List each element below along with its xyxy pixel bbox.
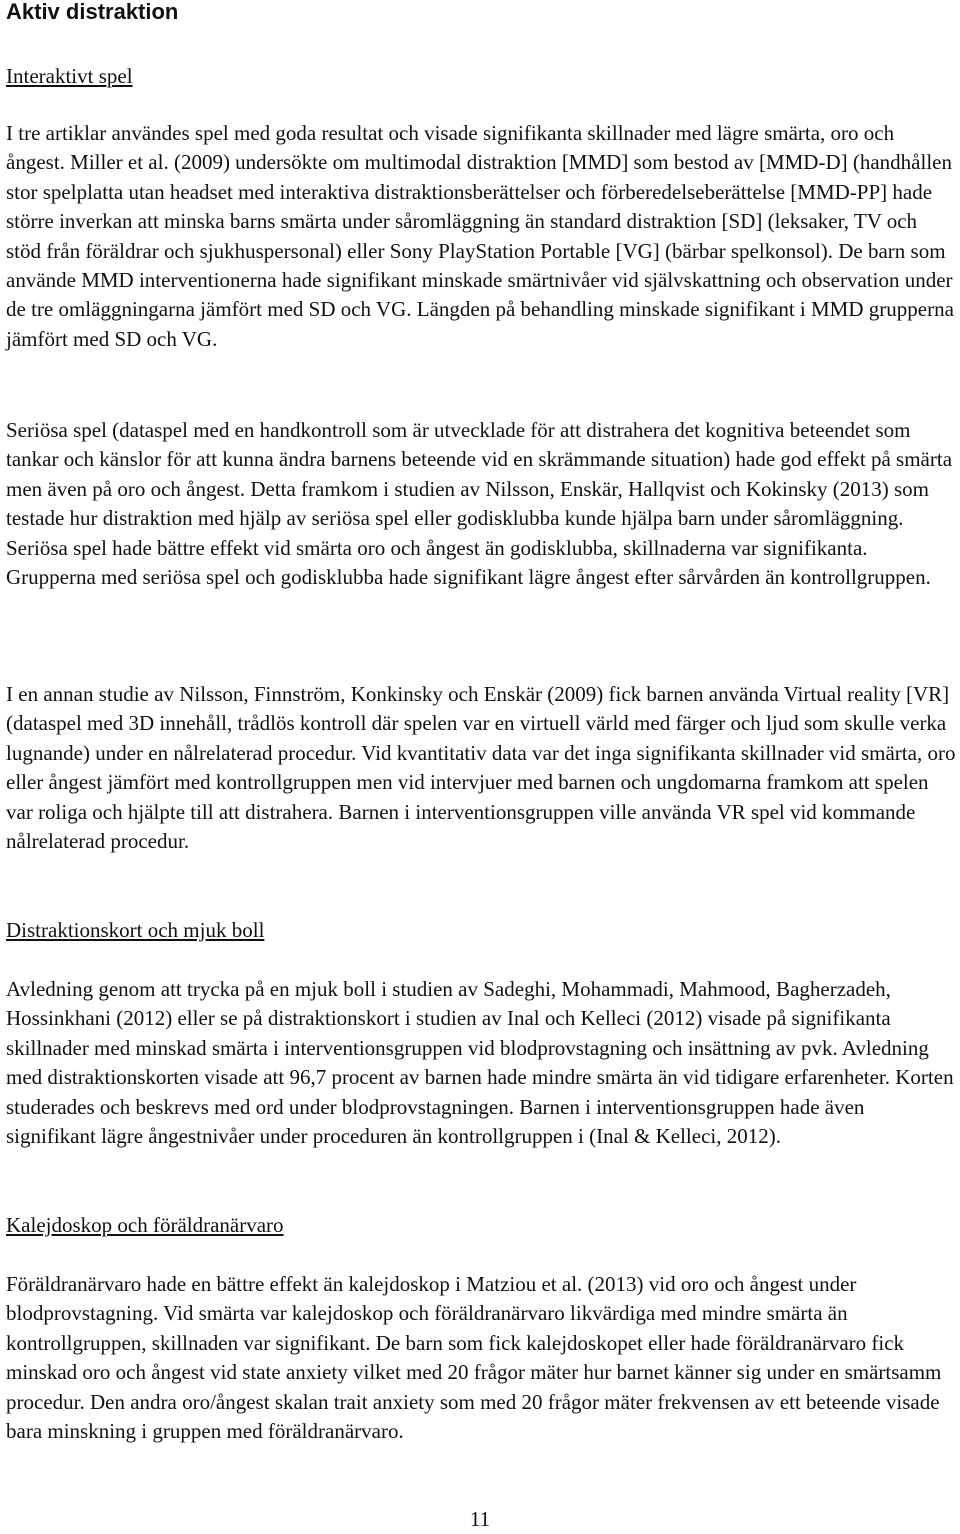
- paragraph-interaktivt-spel-3: I en annan studie av Nilsson, Finnström, Konkinsky och Enskär (2009) fick barnen använda Virtual reality [VR] (dataspel med 3D innehåll, trådlös kontroll där spelen var en virtuell värld med färger och ljud som skulle verka lugnande) under en nålrelaterad procedur. Vid kvantitativ data var det inga signifikanta skillnader vid smärta, oro eller ångest jämfört med kontrollgruppen men vid intervjuer med barnen och ungdomarna framkom att spelen var roliga och hjälpte till att distrahera. Barnen i interventionsgruppen ville använda VR spel vid kommande nålrelaterad procedur.: [6, 682, 956, 854]
- paragraph-kalejdoskop: Föräldranärvaro hade en bättre effekt än kalejdoskop i Matziou et al. (2013) vid oro och ångest under blodprovstagning. Vid smärta var kalejdoskop och föräldranärvaro likvärdiga med mindre smärta än kontrollgruppen, skillnaden var signifikant. De barn som fick kalejdoskopet eller hade föräldranärvaro fick minskad oro och ångest vid state anxiety vilket med 20 frågor mäter hur barnet känner sig under en smärtsamm procedur. Den andra oro/ångest skalan trait anxiety som med 20 frågor mäter frekvensen av ett beteende visade bara minskning i gruppen med föräldranärvaro.: [6, 1272, 942, 1444]
- page-number: 11: [469, 1507, 491, 1531]
- paragraph-distraktionskort: Avledning genom att trycka på en mjuk boll i studien av Sadeghi, Mohammadi, Mahmood, Bagherzadeh, Hossinkhani (2012) eller se på distraktionskort i studien av Inal och Kelleci (2012) visade på signifikanta skillnader med minskad smärta i interventionsgruppen vid blodprovstagning och insättning av pvk. Avledning med distraktionskorten visade att 96,7 procent av barnen hade mindre smärta än vid tidigare erfarenheter. Korten studerades och beskrevs med ord under blodprovstagningen. Barnen i interventionsgruppen hade även signifikant lägre ångestnivåer under proceduren än kontrollgruppen i (Inal & Kelleci, 2012).: [6, 977, 954, 1149]
- section-heading-distraktionskort: Distraktionskort och mjuk boll: [6, 918, 265, 942]
- page-title: Aktiv distraktion: [6, 0, 179, 24]
- paragraph-interaktivt-spel-2: Seriösa spel (dataspel med en handkontroll som är utvecklade för att distrahera det kognitiva beteendet som tankar och känslor för att kunna ändra barnens beteende vid en skrämmande situation) hade god effekt på smärta men även på oro och ångest. Detta framkom i studien av Nilsson, Enskär, Hallqvist och Kokinsky (2013) som testade hur distraktion med hjälp av seriösa spel eller godisklubba kunde hjälpa barn under såromläggning. Seriösa spel hade bättre effekt vid smärta oro och ångest än godisklubba, skillnaderna var signifikanta. Grupperna med seriösa spel och godisklubba hade signifikant lägre ångest efter sårvården än kontrollgruppen.: [6, 418, 953, 590]
- paragraph-interaktivt-spel-1: I tre artiklar användes spel med goda resultat och visade signifikanta skillnader med lägre smärta, oro och ångest. Miller et al. (2009) undersökte om multimodal distraktion [MMD] som bestod av [MMD-D] (handhållen stor spelplatta utan headset med interaktiva distraktionsberättelser och förberedelseberättelse [MMD-PP] hade större inverkan att minska barns smärta under såromläggning än standard distraktion [SD] (leksaker, TV och stöd från föräldrar och sjukhuspersonal) eller Sony PlayStation Portable [VG] (bärbar spelkonsol). De barn som använde MMD interventionerna hade signifikant minskade smärtnivåer vid självskattning och observation under de tre omläggningarna jämfört med SD och VG. Längden på behandling minskade signifikant i MMD grupperna jämfört med SD och VG.: [6, 121, 954, 351]
- section-heading-kalejdoskop: Kalejdoskop och föräldranärvaro: [6, 1213, 284, 1237]
- section-heading-interaktivt-spel: Interaktivt spel: [6, 64, 133, 88]
